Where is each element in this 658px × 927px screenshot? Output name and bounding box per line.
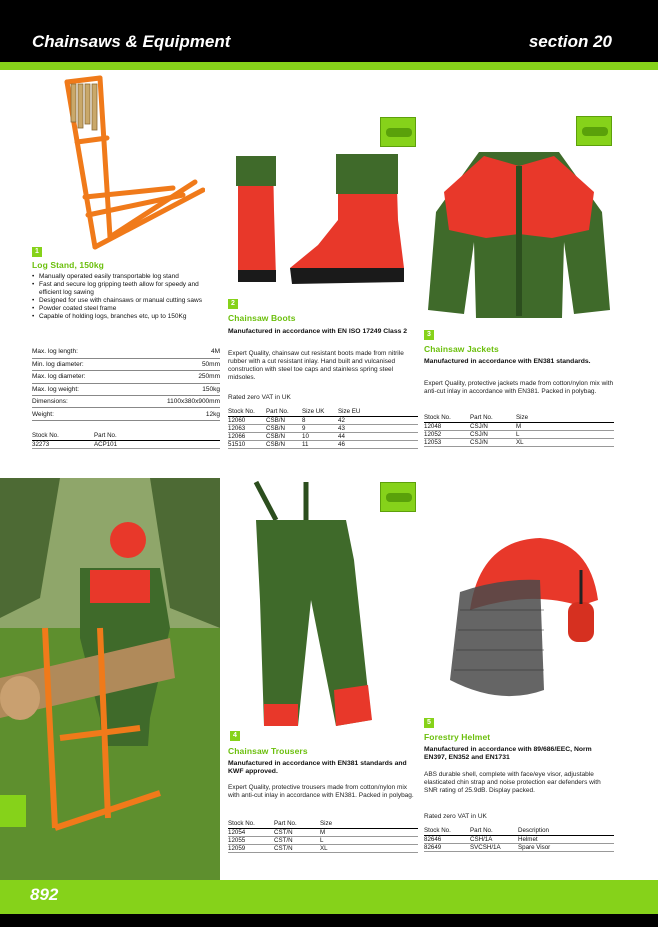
stock-no: 12063 — [228, 425, 266, 433]
part-no: CST/N — [274, 829, 320, 837]
size-eu: 42 — [338, 417, 418, 425]
column-header: Size EU — [338, 408, 418, 417]
feature-item: • Fast and secure log gripping teeth allow for speedy and efficient log sawing — [32, 281, 222, 297]
stock-no: 12054 — [228, 829, 274, 837]
feature-item: • Capable of holding logs, branches etc, up to 150Kg — [32, 313, 222, 321]
spec-row — [32, 371, 220, 383]
part-no: SVCSH/1A — [470, 844, 518, 852]
table-row — [228, 837, 418, 845]
size: L — [516, 431, 614, 439]
part-no: ACP101 — [94, 441, 220, 449]
table-header-row — [32, 432, 220, 441]
stock-no: 12048 — [424, 423, 470, 431]
spec-label: Max. log diameter: — [32, 371, 126, 383]
size-uk: 10 — [302, 433, 338, 441]
helmet-title: Forestry Helmet — [424, 732, 491, 742]
table-row — [228, 417, 418, 425]
table-row — [424, 844, 614, 852]
column-header: Stock No. — [424, 827, 470, 836]
table-row — [424, 431, 614, 439]
log-stand-title: Log Stand, 150kg — [32, 260, 104, 270]
part-no: CSB/N — [266, 441, 302, 449]
spec-label: Min. log diameter: — [32, 358, 126, 370]
column-header: Part No. — [470, 827, 518, 836]
boots-title: Chainsaw Boots — [228, 313, 296, 323]
helmet-vat: Rated zero VAT in UK — [424, 813, 487, 820]
size-uk: 11 — [302, 441, 338, 449]
size: M — [320, 829, 418, 837]
part-no: CSB/N — [266, 425, 302, 433]
boots-description: Expert Quality, chainsaw cut resistant boots made from nitrile rubber with a cut resistant inlay. Hand built and vulcanised construction with steel toe caps and stainless spring steel midsoles. — [228, 350, 404, 381]
boots-stock-table — [228, 408, 418, 449]
stock-no: 12060 — [228, 417, 266, 425]
chainsaw-trousers-image — [236, 480, 426, 730]
spec-row — [32, 396, 220, 408]
size-eu: 44 — [338, 433, 418, 441]
worker-cutting-log-photo — [0, 478, 220, 880]
table-row — [228, 425, 418, 433]
header-accent-bar — [0, 62, 658, 70]
part-no: CST/N — [274, 837, 320, 845]
column-header: Size — [516, 414, 614, 423]
side-accent-tab — [0, 795, 26, 827]
size: XL — [320, 845, 418, 853]
column-header: Stock No. — [424, 414, 470, 423]
feature-item: • Designed for use with chainsaws or manual cutting saws — [32, 297, 222, 305]
part-no: CSJ/N — [470, 439, 516, 447]
jackets-description: Expert Quality, protective jackets made from cotton/nylon mix with anti-cut inlay in accordance with EN381. Packed in polybag. — [424, 380, 614, 395]
spec-value: 50mm — [126, 358, 220, 370]
item-description: Spare Visor — [518, 844, 614, 852]
stock-no: 12059 — [228, 845, 274, 853]
column-header: Stock No. — [32, 432, 94, 441]
chainsaw-jacket-image — [424, 142, 614, 322]
chainsaw-boots-image — [228, 150, 418, 295]
product-number-4: 4 — [230, 731, 240, 741]
column-header: Part No. — [470, 414, 516, 423]
helmet-stock-table — [424, 827, 614, 852]
section-label: section 20 — [528, 32, 612, 51]
size: XL — [516, 439, 614, 447]
column-header: Stock No. — [228, 408, 266, 417]
spec-row — [32, 408, 220, 420]
column-header: Part No. — [274, 820, 320, 829]
log-stand-image — [55, 72, 205, 252]
part-no: CSB/N — [266, 417, 302, 425]
table-row — [424, 439, 614, 447]
spec-row — [32, 383, 220, 395]
spec-value: 12kg — [126, 408, 220, 420]
spec-value: 250mm — [126, 371, 220, 383]
column-header: Stock No. — [228, 820, 274, 829]
part-no: CSH/1A — [470, 836, 518, 844]
spec-label: Max. log weight: — [32, 383, 126, 395]
feature-item: • Powder coated steel frame — [32, 305, 222, 313]
table-header-row — [424, 827, 614, 836]
product-number-2: 2 — [228, 299, 238, 309]
spec-value: 4M — [126, 346, 220, 358]
footer-accent-bar — [0, 880, 658, 914]
trousers-standard: Manufactured in accordance with EN381 standards and KWF approved. — [228, 760, 407, 776]
jackets-title: Chainsaw Jackets — [424, 344, 499, 354]
size: M — [516, 423, 614, 431]
spec-label: Max. log length: — [32, 346, 126, 358]
log-stand-stock-table — [32, 432, 220, 449]
stock-no: 12055 — [228, 837, 274, 845]
size-eu: 46 — [338, 441, 418, 449]
column-header: Description — [518, 827, 614, 836]
trousers-title: Chainsaw Trousers — [228, 746, 308, 756]
table-row — [424, 423, 614, 431]
log-stand-specs — [32, 346, 220, 421]
brand-badge — [576, 116, 612, 146]
helmet-standard: Manufactured in accordance with 89/686/EEC, Norm EN397, EN352 and EN1731 — [424, 746, 592, 762]
trousers-description: Expert Quality, protective trousers made from cotton/nylon mix with anti-cut inlay in accordance with EN381. Packed in polybag. — [228, 784, 414, 799]
brand-logo — [582, 127, 608, 136]
table-row — [32, 441, 220, 449]
footer-strip — [0, 914, 658, 927]
spec-value: 1100x380x900mm — [126, 396, 220, 408]
item-description: Helmet — [518, 836, 614, 844]
brand-logo — [386, 128, 412, 137]
stock-no: 12066 — [228, 433, 266, 441]
brand-badge — [380, 482, 416, 512]
table-row — [228, 433, 418, 441]
column-header: Part No. — [266, 408, 302, 417]
spec-row — [32, 346, 220, 358]
boots-standard: Manufactured in accordance with EN ISO 17249 Class 2 — [228, 328, 408, 335]
size-eu: 43 — [338, 425, 418, 433]
jackets-standard: Manufactured in accordance with EN381 standards. — [424, 358, 591, 365]
stock-no: 12052 — [424, 431, 470, 439]
forestry-helmet-image — [440, 530, 610, 710]
part-no: CST/N — [274, 845, 320, 853]
stock-no: 12053 — [424, 439, 470, 447]
jackets-stock-table — [424, 414, 614, 447]
product-number-3: 3 — [424, 330, 434, 340]
stock-no: 82649 — [424, 844, 470, 852]
table-row — [424, 836, 614, 844]
page-title: Chainsaws & Equipment — [32, 32, 231, 51]
product-number-5: 5 — [424, 718, 434, 728]
spec-row — [32, 358, 220, 370]
trousers-stock-table — [228, 820, 418, 853]
size-uk: 8 — [302, 417, 338, 425]
table-row — [228, 441, 418, 449]
column-header: Size UK — [302, 408, 338, 417]
part-no: CSJ/N — [470, 423, 516, 431]
stock-no: 32273 — [32, 441, 94, 449]
boots-vat: Rated zero VAT in UK — [228, 394, 291, 401]
stock-no: 51510 — [228, 441, 266, 449]
part-no: CSB/N — [266, 433, 302, 441]
product-number-1: 1 — [32, 247, 42, 257]
table-header-row — [424, 414, 614, 423]
table-header-row — [228, 820, 418, 829]
part-no: CSJ/N — [470, 431, 516, 439]
brand-logo — [386, 493, 412, 502]
size-uk: 9 — [302, 425, 338, 433]
page-number: 892 — [30, 885, 59, 904]
spec-label: Dimensions: — [32, 396, 126, 408]
log-stand-features — [32, 273, 222, 320]
page-header — [0, 0, 658, 62]
table-row — [228, 829, 418, 837]
helmet-description: ABS durable shell, complete with face/eye visor, adjustable elasticated chin strap and noise protection ear defenders with SNR rating of 25.9dB. Display packed. — [424, 771, 601, 794]
stock-no: 82646 — [424, 836, 470, 844]
table-row — [228, 845, 418, 853]
spec-value: 150kg — [126, 383, 220, 395]
column-header: Size — [320, 820, 418, 829]
spec-label: Weight: — [32, 408, 126, 420]
column-header: Part No. — [94, 432, 220, 441]
table-header-row — [228, 408, 418, 417]
feature-item: • Manually operated easily transportable log stand — [32, 273, 222, 281]
size: L — [320, 837, 418, 845]
brand-badge — [380, 117, 416, 147]
